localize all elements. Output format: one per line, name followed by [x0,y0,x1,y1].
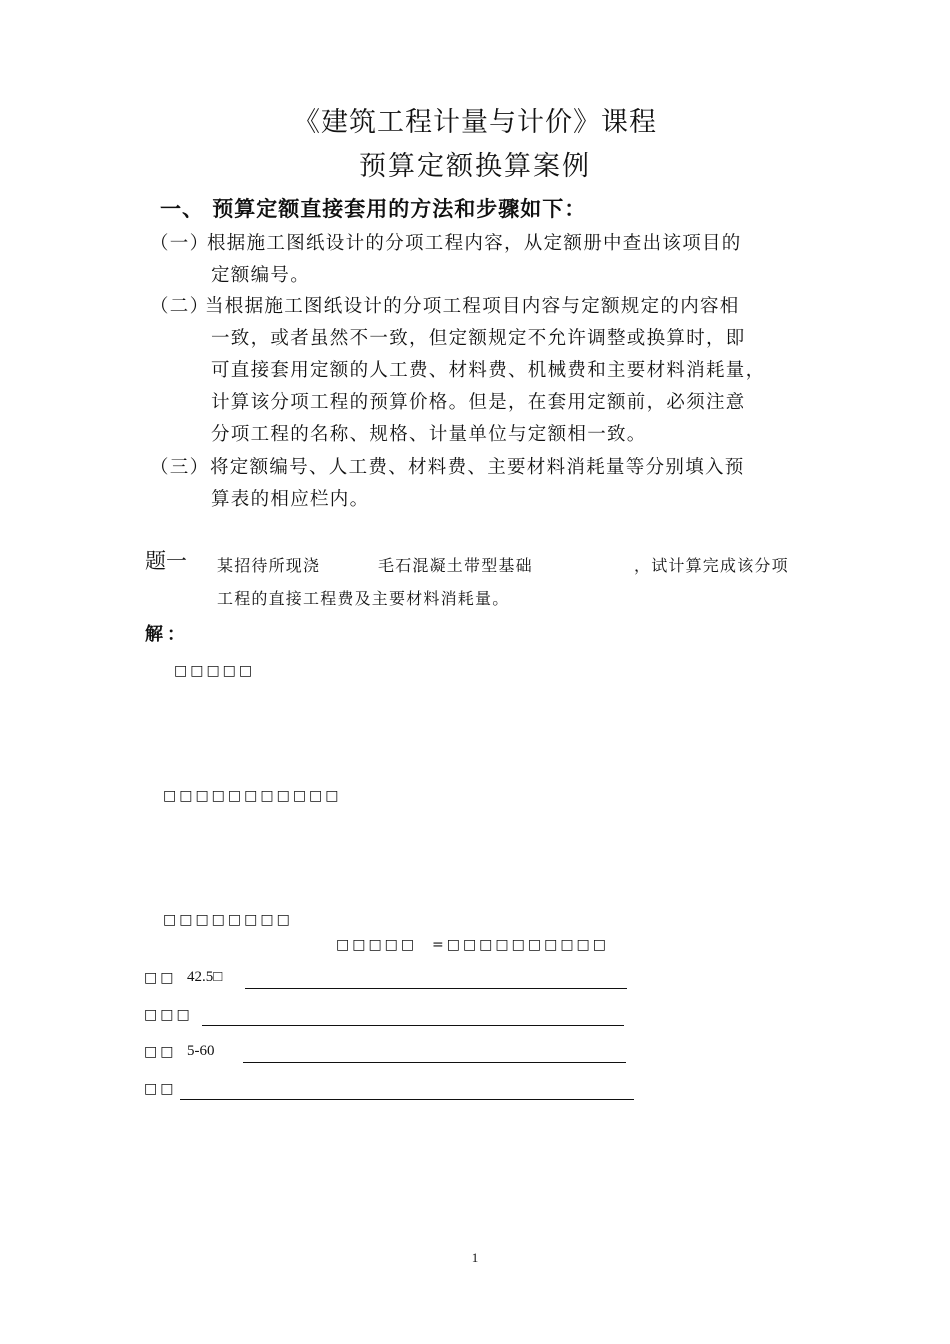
fill-label: □□□ [144,1007,193,1023]
answer-label: 解： [145,624,189,645]
step-text: □□□□□□□□ [163,912,293,928]
item-line: 根据施工图纸设计的分项工程内容，从定额册中查出该项目的 [207,233,742,254]
document-title: 《建筑工程计量与计价》课程 [293,107,657,138]
item-label: （一） [150,233,210,254]
section-heading: 一、 预算定额直接套用的方法和步骤如下： [160,197,587,221]
fill-line [180,1099,634,1100]
fill-line [245,988,627,989]
item-line: 算表的相应栏内。 [211,489,370,510]
problem-text: 工程的直接工程费及主要材料消耗量。 [217,589,510,608]
problem-label: 题一 [145,549,187,573]
item-line: 将定额编号、人工费、材料费、主要材料消耗量等分别填入预 [210,457,745,478]
document-subtitle: 预算定额换算案例 [359,151,591,182]
item-line: 当根据施工图纸设计的分项工程项目内容与定额规定的内容相 [205,296,740,317]
fill-value: 42.5□ [187,969,223,985]
step-text: □□□□□ [174,663,256,679]
fill-label: □□ [144,970,177,986]
item-line: 定额编号。 [211,265,311,286]
formula-left: □□□□□ [336,937,418,953]
problem-text: ，试计算完成该分项 [634,556,789,575]
item-line: 分项工程的名称、规格、计量单位与定额相一致。 [211,424,647,445]
page-number: 1 [471,1250,479,1265]
step-text: □□□□□□□□□□□ [163,788,342,804]
fill-label: □□ [144,1081,177,1097]
problem-text: 某招待所现浇 [217,556,321,575]
formula-right: =□□□□□□□□□□ [432,937,610,953]
fill-line [202,1025,624,1026]
problem-text: 毛石混凝土带型基础 [378,556,533,575]
item-label: （三） [150,457,210,478]
item-line: 可直接套用定额的人工费、材料费、机械费和主要材料消耗量， [211,360,766,381]
item-line: 一致，或者虽然不一致，但定额规定不允许调整或换算时，即 [211,328,746,349]
fill-value: 5-60 [187,1043,215,1059]
item-line: 计算该分项工程的预算价格。但是，在套用定额前，必须注意 [211,392,746,413]
fill-line [243,1062,626,1063]
fill-label: □□ [144,1044,177,1060]
item-label: （二） [150,296,210,317]
